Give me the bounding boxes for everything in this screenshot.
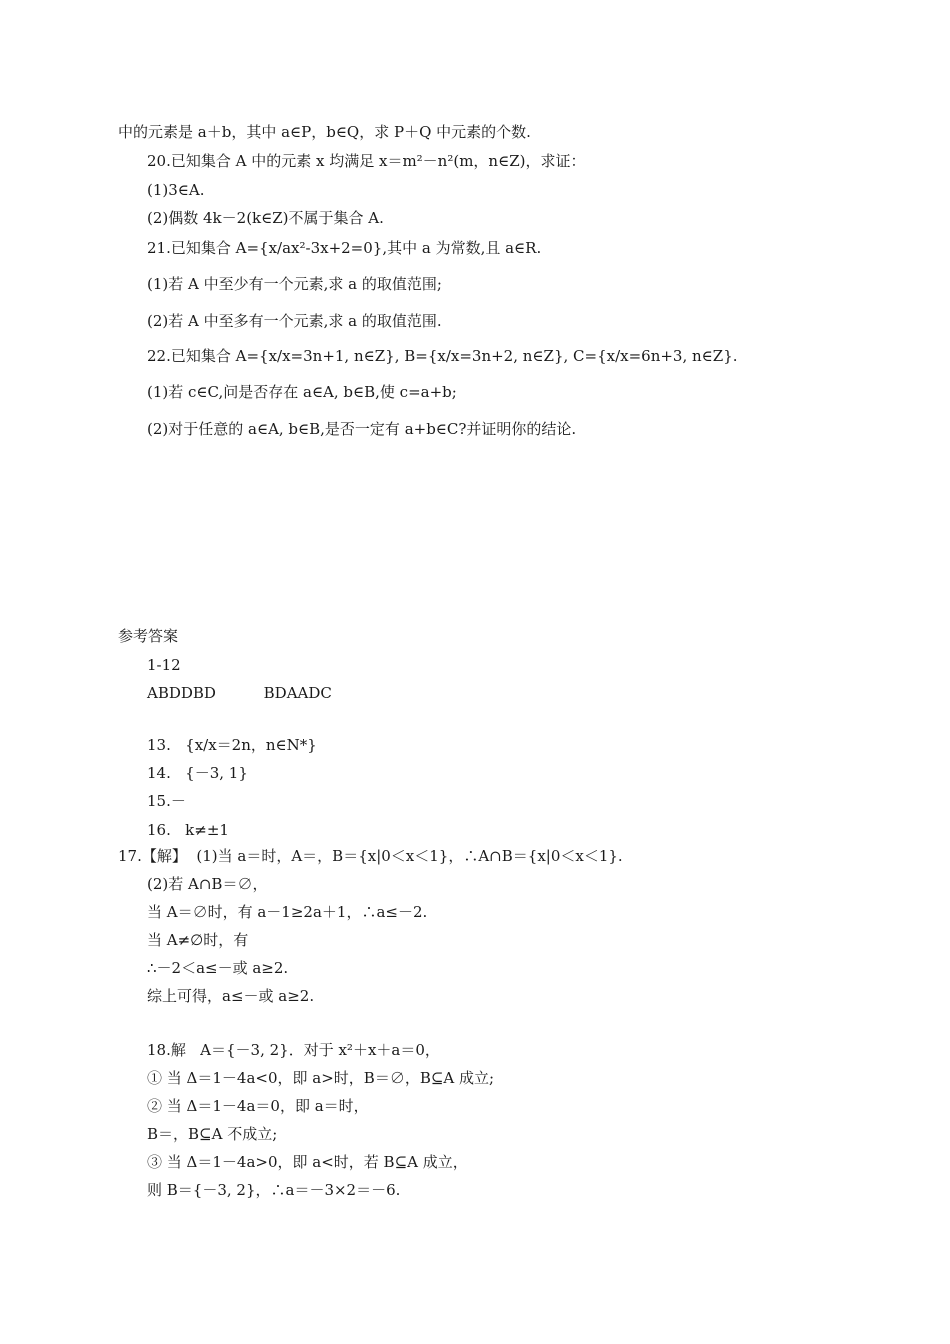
answer-18-conclusion: 则 B＝{－3, 2}，∴a＝－3×2＝－6. bbox=[147, 1181, 401, 1199]
answer-15: 15.－ bbox=[147, 792, 186, 810]
answer-13: 13. {x/x＝2n，n∈N*} bbox=[147, 736, 317, 754]
problem-21-part-1: (1)若 A 中至少有一个元素,求 a 的取值范围; bbox=[147, 275, 442, 293]
answer-17-line-6: 综上可得，a≤－或 a≥2. bbox=[147, 987, 315, 1005]
problem-20-part-2: (2)偶数 4k－2(k∈Z)不属于集合 A. bbox=[147, 209, 384, 227]
answers-heading: 参考答案 bbox=[118, 627, 179, 645]
answer-choices: ABDDBD BDAADC bbox=[147, 684, 332, 702]
answer-16: 16. k≠±1 bbox=[147, 821, 229, 839]
answer-14: 14. {－3, 1} bbox=[147, 764, 248, 782]
answer-18: 18.解 A＝{－3, 2}．对于 x²＋x＋a＝0， bbox=[147, 1041, 440, 1059]
problem-20-part-1: (1)3∈A. bbox=[147, 181, 205, 199]
answer-17-line-2: (2)若 A∩B＝∅， bbox=[147, 875, 268, 893]
problem-20: 20.已知集合 A 中的元素 x 均满足 x＝m²－n²(m，n∈Z)，求证： bbox=[147, 152, 586, 170]
problem-19-tail: 中的元素是 a＋b，其中 a∈P，b∈Q，求 P＋Q 中元素的个数. bbox=[118, 123, 531, 141]
answer-1-12-label: 1-12 bbox=[147, 656, 181, 674]
problem-21: 21.已知集合 A={x/ax²-3x+2=0},其中 a 为常数,且 a∈R. bbox=[147, 239, 542, 257]
problem-22-part-2: (2)对于任意的 a∈A, b∈B,是否一定有 a+b∈C?并证明你的结论. bbox=[147, 420, 577, 438]
problem-21-part-2: (2)若 A 中至多有一个元素,求 a 的取值范围. bbox=[147, 312, 442, 330]
answer-17-line-3: 当 A＝∅时，有 a－1≥2a＋1，∴a≤－2. bbox=[147, 903, 428, 921]
answer-17-line-5: ∴－2＜a≤－或 a≥2. bbox=[147, 959, 289, 977]
problem-22: 22.已知集合 A={x/x=3n+1, n∈Z}, B={x/x=3n+2, n∈Z}, C={x/x=6n+3, n∈Z}. bbox=[147, 347, 738, 365]
answer-18-case-2: ② 当 Δ＝1－4a＝0，即 a＝时， bbox=[147, 1097, 369, 1115]
answer-17-line-4: 当 A≠∅时，有 bbox=[147, 931, 249, 949]
answer-18-case-3: ③ 当 Δ＝1－4a>0，即 a<时，若 B⊆A 成立， bbox=[147, 1153, 468, 1171]
answer-17: 17.【解】 (1)当 a＝时，A＝，B＝{x|0＜x＜1}，∴A∩B＝{x|0＜x＜1}. bbox=[118, 847, 623, 865]
answer-18-case-2-cont: B＝，B⊆A 不成立; bbox=[147, 1125, 278, 1143]
problem-22-part-1: (1)若 c∈C,问是否存在 a∈A, b∈B,使 c=a+b; bbox=[147, 383, 457, 401]
answer-18-case-1: ① 当 Δ＝1－4a<0，即 a>时，B＝∅，B⊆A 成立; bbox=[147, 1069, 495, 1087]
